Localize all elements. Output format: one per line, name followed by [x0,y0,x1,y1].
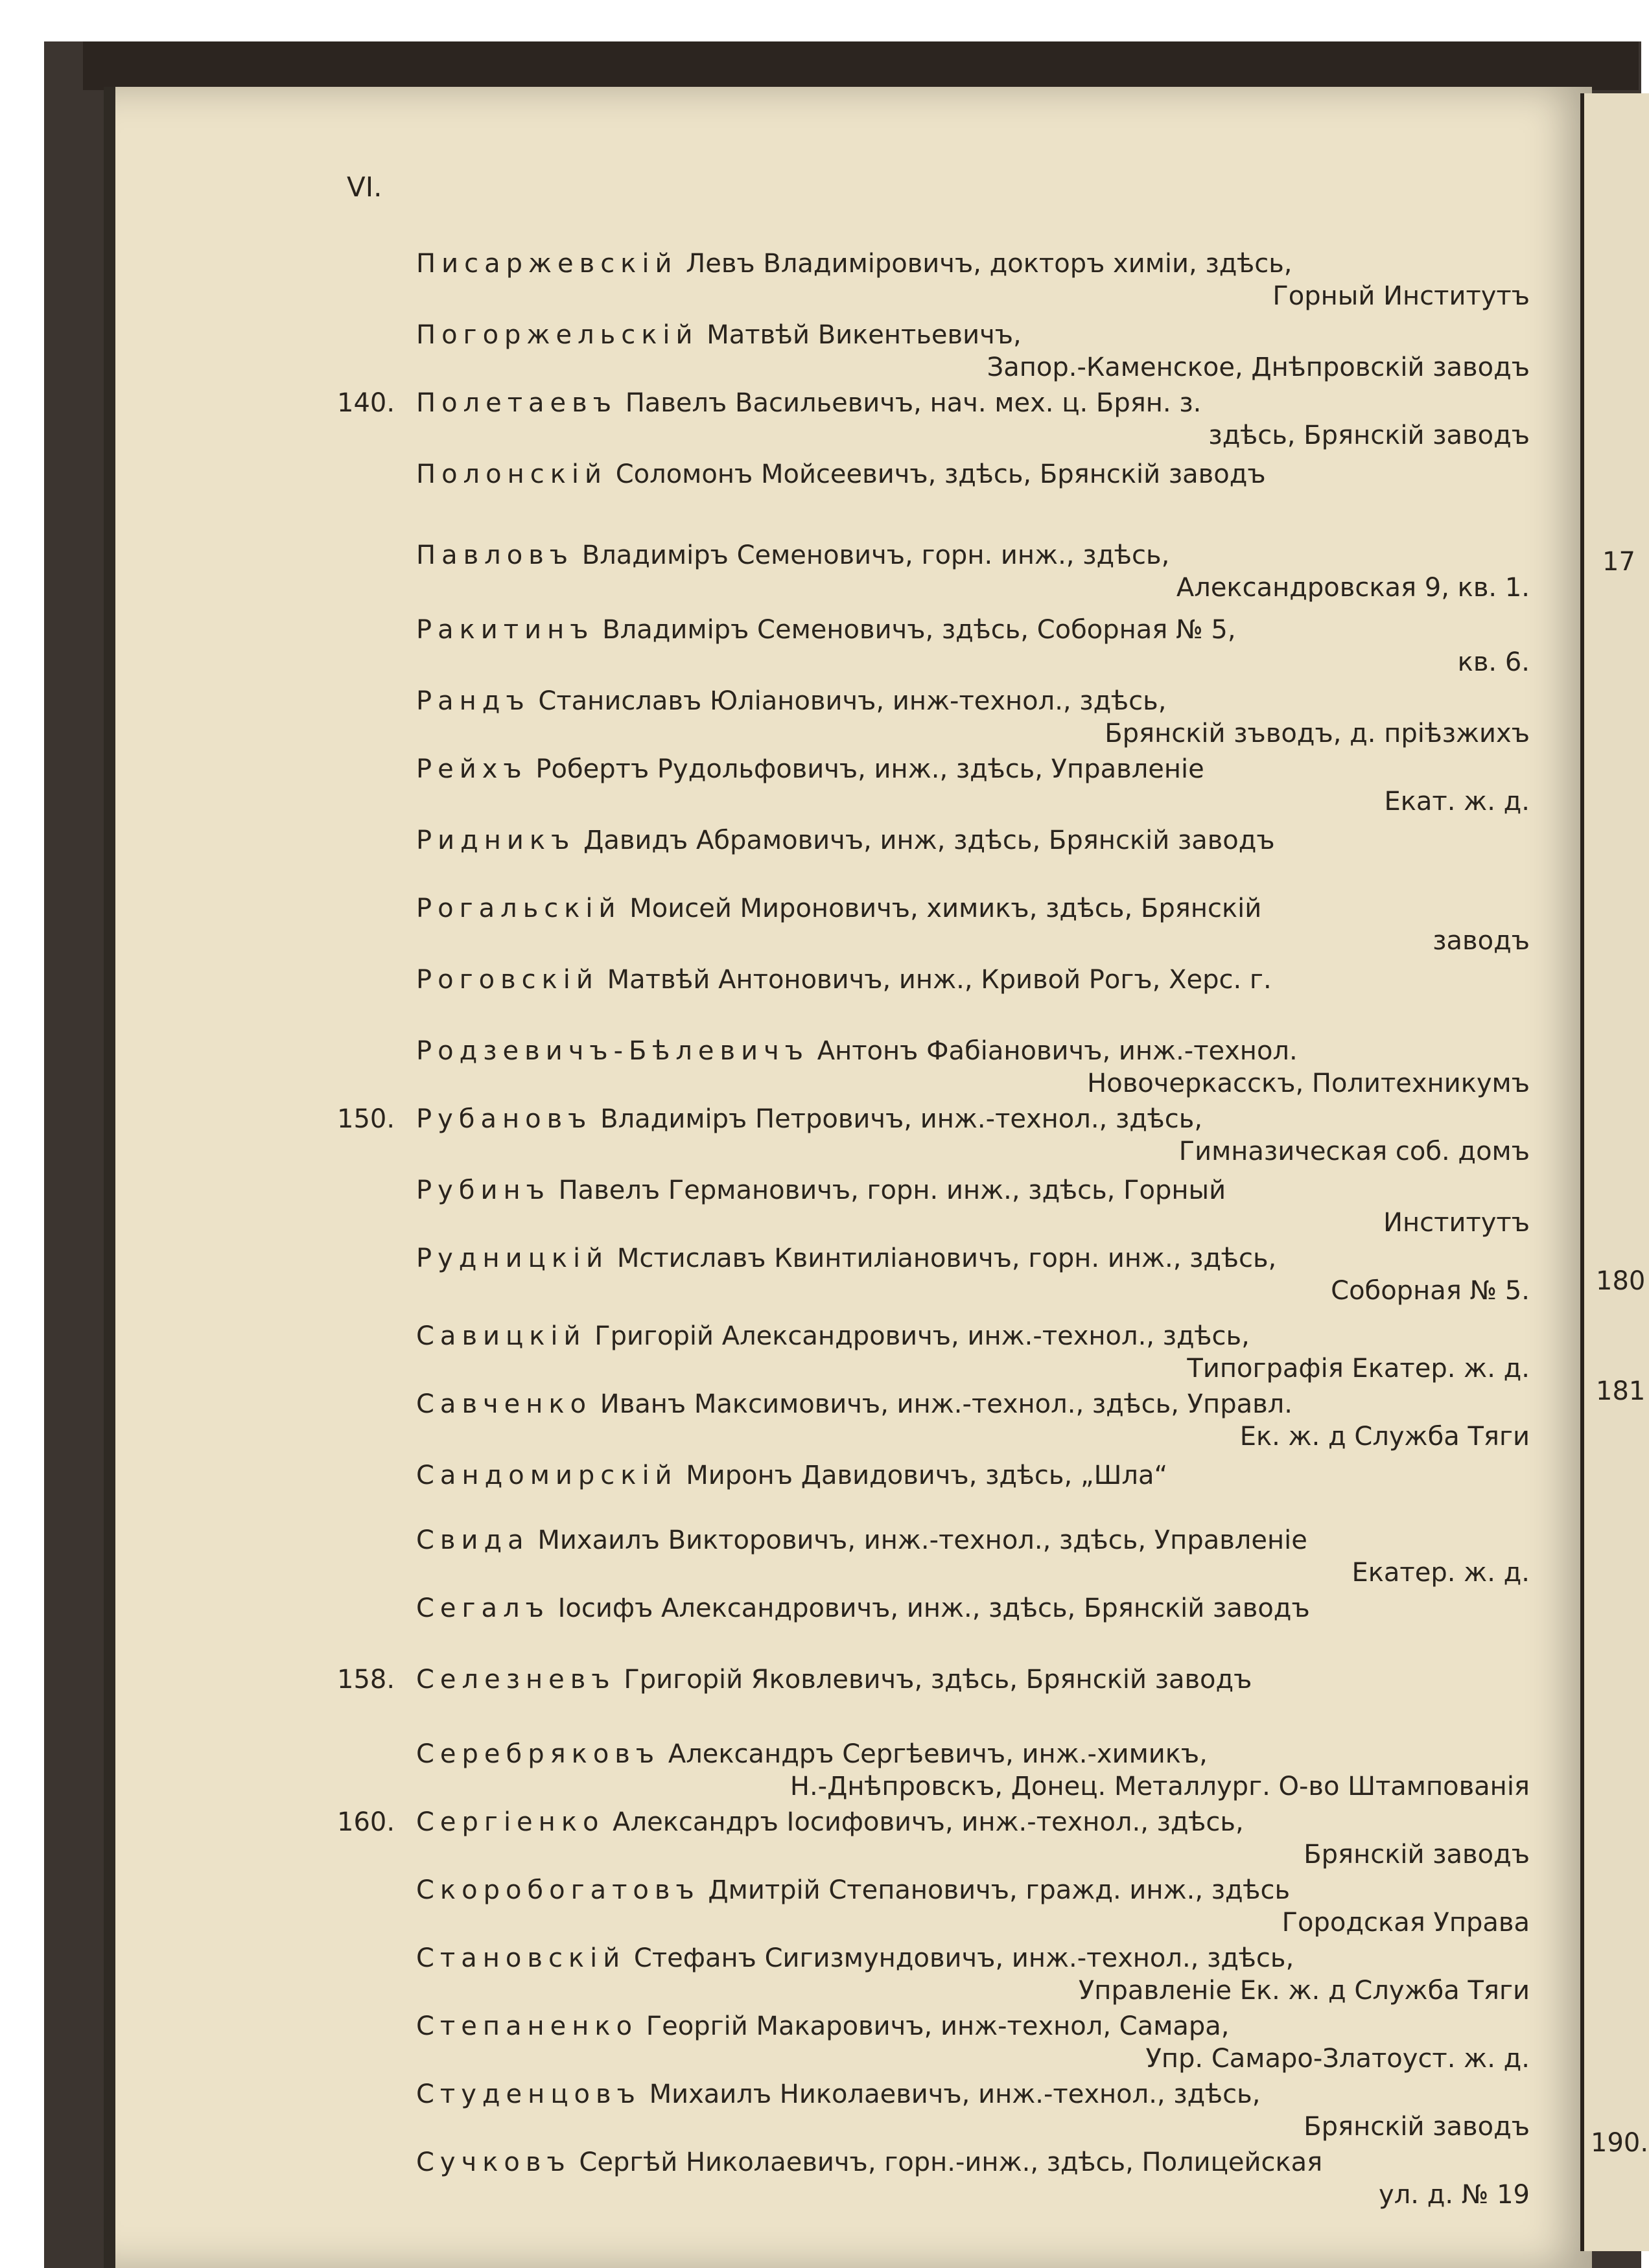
page-number: VI. [347,171,382,203]
entry-line-1 [416,894,1261,923]
entry-line-2: кв. 6. [1457,647,1530,677]
entry-details: Антонъ Фабіановичъ, инж.-технол. [817,1036,1298,1066]
directory-entry [104,1525,1592,1597]
entry-line-1 [416,1175,1226,1205]
entry-line-1 [416,1943,1294,1973]
entry-line-2: Типографія Екатер. ж. д. [1187,1354,1530,1383]
entry-surname: Рейхъ [416,754,528,784]
entry-line-2: Горный Институтъ [1272,281,1530,311]
entry-details: Іосифъ Александровичъ, инж., здѣсь, Брянскій заводъ [557,1593,1310,1623]
entry-line-1 [416,1036,1298,1066]
entry-surname: Студенцовъ [416,2079,641,2109]
directory-entry [104,1244,1592,1315]
directory-entry [104,540,1592,612]
directory-entry [104,1175,1592,1247]
entry-line-2: заводъ [1433,926,1530,956]
entry-line-1 [416,249,1292,279]
entry-details: Моисей Мироновичъ, химикъ, здѣсь, Брянскій [629,894,1262,923]
directory-entry [104,1036,1592,1107]
entry-details: Григорій Александровичъ, инж.-технол., здѣсь, [594,1321,1250,1351]
entry-surname: Рубановъ [416,1104,592,1134]
entry-line-1 [416,1321,1250,1351]
entry-surname: Свида [416,1525,530,1555]
entry-line-2: Брянскій заводъ [1304,1840,1530,1869]
entry-line-2: Александровская 9, кв. 1. [1176,573,1530,603]
entry-line-1 [416,1593,1310,1623]
entry-line-2: Управленіе Ек. ж. д Служба Тяги [1078,1976,1530,2006]
entry-line-1 [416,826,1275,855]
entry-line-2: Ек. ж. д Служба Тяги [1239,1422,1530,1452]
entry-surname: Ридникъ [416,826,576,855]
entry-line-2: Городская Управа [1281,1908,1530,1938]
entry-number: 160. [337,1807,395,1837]
entry-surname: Родзевичъ-Бѣлевичъ [416,1036,809,1066]
entry-line-1 [416,2079,1260,2109]
entry-details: Давидъ Абрамовичъ, инж, здѣсь, Брянскій заводъ [583,826,1275,855]
entry-surname: Роговскій [416,965,599,995]
directory-entry [104,1389,1592,1461]
entry-line-1 [416,320,1022,350]
directory-entry [104,249,1592,320]
entry-surname: Становскій [416,1943,626,1973]
entry-details: Михаилъ Викторовичъ, инж.-технол., здѣсь, Управленіе [537,1525,1307,1555]
directory-entry [104,754,1592,826]
entry-details: Мстиславъ Квинтиліановичъ, горн. инж., здѣсь, [616,1244,1277,1273]
entry-line-2: Институтъ [1383,1208,1530,1238]
margin-number: 17 [1602,547,1635,577]
entry-details: Станиславъ Юліановичъ, инж-технол., здѣсь, [538,686,1167,716]
entry-line-1 [416,754,1204,784]
entry-line-2: Новочеркасскъ, Политехникумъ [1087,1069,1530,1098]
entry-details: Соломонъ Мойсеевичъ, здѣсь, Брянскій заводъ [615,459,1266,489]
entry-line-1 [416,1461,1167,1490]
book-scan [44,41,1649,2268]
entry-line-2: Н.-Днѣпровскъ, Донец. Металлург. О-во Штампованія [789,1772,1530,1801]
entry-line-1 [416,686,1166,716]
entry-line-2: Екатер. ж. д. [1351,1558,1530,1588]
directory-entry [104,459,1592,531]
entry-surname: Погоржельскій [416,320,699,350]
entry-surname: Рудницкій [416,1244,609,1273]
entry-line-2: Брянскій заводъ [1304,2112,1530,2142]
entry-details: Сергѣй Николаевичъ, горн.-инж., здѣсь, Полицейская [579,2147,1323,2177]
directory-entry [104,686,1592,758]
entry-line-1 [416,1525,1307,1555]
directory-entry [104,615,1592,686]
directory-entry [104,1943,1592,2015]
entry-line-1 [416,1875,1290,1905]
directory-entry [104,826,1592,897]
entry-details: Павелъ Васильевичъ, нач. мех. ц. Брян. з. [625,388,1202,418]
entry-surname: Селезневъ [416,1665,616,1695]
entry-number: 150. [337,1104,395,1134]
entry-line-2: Екат. ж. д. [1384,787,1530,816]
entry-details: Александръ Сергѣевичъ, инж.-химикъ, [668,1739,1208,1769]
entry-line-1 [416,1665,1252,1695]
entry-line-2: здѣсь, Брянскій заводъ [1208,421,1530,450]
entry-line-1 [416,1807,1244,1837]
entry-line-1 [416,1104,1202,1134]
directory-entry [104,1665,1592,1736]
entry-surname: Сергіенко [416,1807,605,1837]
directory-entry [104,1321,1592,1393]
directory-entry [104,894,1592,965]
entry-details: Левъ Владиміровичъ, докторъ химіи, здѣсь, [686,249,1292,279]
entry-surname: Сегалъ [416,1593,550,1623]
entry-details: Георгій Макаровичъ, инж-технол, Самара, [646,2011,1230,2041]
entry-details: Владиміръ Семеновичъ, горн. инж., здѣсь, [581,540,1170,570]
margin-number: 190. [1591,2128,1649,2158]
entry-surname: Степаненко [416,2011,638,2041]
entry-line-2: Упр. Самаро-Златоуст. ж. д. [1145,2044,1530,2074]
entry-details: Павелъ Германовичъ, горн. инж., здѣсь, Горный [558,1175,1226,1205]
entry-surname: Рогальскій [416,894,622,923]
margin-number: 181 [1596,1376,1646,1406]
entry-line-2: Гимназическая соб. домъ [1178,1137,1530,1166]
entry-details: Владиміръ Петровичъ, инж.-технол., здѣсь, [600,1104,1203,1134]
entry-surname: Сандомирскій [416,1461,678,1490]
entry-line-1 [416,1739,1208,1769]
directory-entry [104,1461,1592,1532]
entry-surname: Павловъ [416,540,574,570]
entry-surname: Полетаевъ [416,388,617,418]
entry-number: 140. [337,388,395,418]
directory-entry [104,965,1592,1036]
directory-entry [104,1593,1592,1665]
entry-surname: Савченко [416,1389,592,1419]
entry-surname: Писаржевскій [416,249,678,279]
entry-surname: Савицкій [416,1321,587,1351]
entry-details: Дмитрій Степановичъ, гражд. инж., здѣсь [708,1875,1291,1905]
entry-details: Александръ Іосифовичъ, инж.-технол., здѣсь, [613,1807,1244,1837]
entry-details: Иванъ Максимовичъ, инж.-технол., здѣсь, Управл. [600,1389,1292,1419]
entry-line-1 [416,1389,1292,1419]
entry-surname: Рандъ [416,686,530,716]
entry-details: Стефанъ Сигизмундовичъ, инж.-технол., здѣсь, [633,1943,1294,1973]
entry-line-1 [416,540,1169,570]
entry-line-1 [416,459,1266,489]
entry-line-1 [416,2011,1230,2041]
directory-entry [104,2079,1592,2151]
entry-line-1 [416,388,1201,418]
right-page-edge [1580,93,1649,2251]
directory-entry [104,1104,1592,1175]
entry-line-2: Соборная № 5. [1331,1276,1530,1306]
entry-surname: Рубинъ [416,1175,550,1205]
entry-number: 158. [337,1665,395,1695]
directory-entry [104,320,1592,391]
directory-entry [104,2011,1592,2083]
directory-entry [104,388,1592,459]
entry-line-1 [416,965,1272,995]
entry-line-2: ул. д. № 19 [1379,2180,1530,2210]
entry-line-2: Брянскій зъводъ, д. пріѣзжихъ [1105,719,1530,748]
entry-details: Владиміръ Семеновичъ, здѣсь, Соборная № 5, [602,615,1236,645]
margin-number: 180 [1596,1266,1646,1296]
entry-line-1 [416,2147,1322,2177]
entry-surname: Полонскій [416,459,608,489]
entry-surname: Скоробогатовъ [416,1875,700,1905]
entry-details: Миронъ Давидовичъ, здѣсь, „Шла“ [686,1461,1168,1490]
book-edge [83,41,1639,90]
entry-details: Григорій Яковлевичъ, здѣсь, Брянскій заводъ [624,1665,1252,1695]
entry-line-2: Запор.-Каменское, Днѣпровскій заводъ [987,353,1530,382]
directory-entry [104,1739,1592,1811]
directory-entry [104,1807,1592,1879]
entry-line-1 [416,1244,1276,1273]
entry-surname: Сучковъ [416,2147,571,2177]
directory-entry [104,1875,1592,1947]
entry-details: Робертъ Рудольфовичъ, инж., здѣсь, Управленіе [535,754,1204,784]
entry-details: Матвѣй Викентьевичъ, [707,320,1022,350]
entry-line-1 [416,615,1236,645]
entry-surname: Серебряковъ [416,1739,661,1769]
entry-details: Матвѣй Антоновичъ, инж., Кривой Рогъ, Херс. г. [607,965,1272,995]
left-page [104,87,1592,2268]
entry-surname: Ракитинъ [416,615,594,645]
entry-details: Михаилъ Николаевичъ, инж.-технол., здѣсь, [649,2079,1261,2109]
directory-entry [104,2147,1592,2219]
